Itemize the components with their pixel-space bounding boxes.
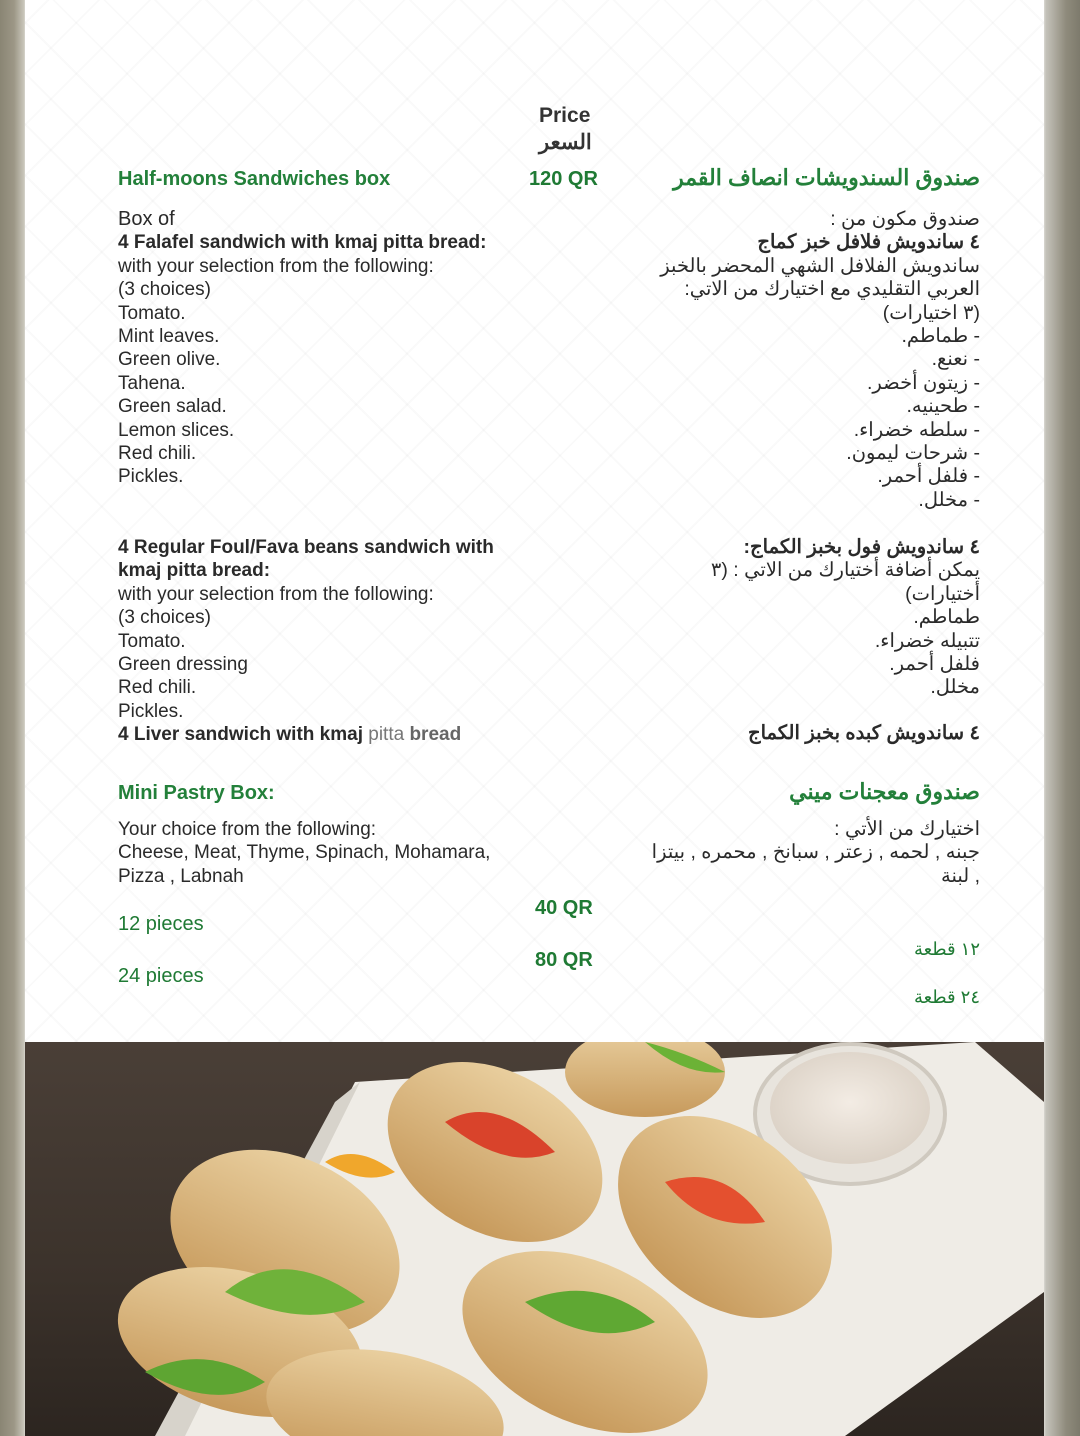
falafel-item-en: Tahena. <box>118 372 186 394</box>
box-of-label: Box of <box>118 208 175 230</box>
foul-item-ar: طماطم. <box>913 606 980 629</box>
box-of-label-ar: صندوق مكون من : <box>830 208 980 230</box>
pastry-option-price: 40 QR <box>535 897 593 919</box>
foul-title-en: 4 Regular Foul/Fava beans sandwich with <box>118 537 494 558</box>
liver-title-en <box>118 723 494 746</box>
falafel-item-ar: - زيتون أخضر. <box>866 371 980 394</box>
sandwich-box-title-en: Half-moons Sandwiches box <box>118 168 391 190</box>
pastry-box-title-ar: صندوق معجنات ميني <box>789 779 980 804</box>
falafel-choices-ar: (٣ اختيارات) <box>882 301 980 324</box>
sandwich-box-price: 120 QR <box>529 168 598 190</box>
foul-description-en <box>118 536 494 747</box>
pastry-option-label-en: 24 pieces <box>118 965 204 987</box>
foul-desc-ar: أختيارات) <box>905 582 980 605</box>
falafel-item-ar: - فلفل أحمر. <box>877 465 980 488</box>
liver-title-part: bread <box>404 724 462 746</box>
falafel-item-en: Pickles. <box>118 466 184 488</box>
pastry-option-label-ar: ١٢ قطعة <box>913 939 980 959</box>
liver-title-ar: ٤ ساندويش كبده بخبز الكماج <box>747 722 980 744</box>
falafel-desc-ar: ساندويش الفلافل الشهي المحضر بالخبز <box>660 254 980 277</box>
foul-item-en: Tomato. <box>118 630 186 652</box>
falafel-item-en: Green salad. <box>118 396 227 418</box>
falafel-description-en <box>118 208 486 489</box>
pastry-desc-en: Pizza , Labnah <box>118 865 244 887</box>
falafel-desc-ar: العربي التقليدي مع اختيارك من الاتي: <box>684 278 980 301</box>
pastry-desc-en: Your choice from the following: <box>118 819 377 840</box>
foul-item-en: Green dressing <box>118 654 248 676</box>
foul-title-ar: ٤ ساندويش فول بخبز الكماج: <box>743 536 980 558</box>
falafel-item-ar: - شرحات ليمون. <box>846 442 980 465</box>
falafel-title-ar: ٤ ساندويش فلافل خبز كماج <box>757 231 980 254</box>
falafel-item-en: Red chili. <box>118 443 197 465</box>
liver-title-part: pitta <box>368 724 405 746</box>
foul-desc-en: with your selection from the following: <box>118 583 434 605</box>
sandwich-box-title-ar: صندوق السندويشات انصاف القمر <box>673 165 980 190</box>
foul-description-ar <box>711 536 980 700</box>
pastry-desc-ar: جبنه , لحمه , زعتر , سبانخ , محمره , بيتزا <box>651 841 980 864</box>
pastry-option-price: 80 QR <box>535 949 593 971</box>
falafel-item-en: Tomato. <box>118 302 186 324</box>
pastry-desc-en: Cheese, Meat, Thyme, Spinach, Mohamara, <box>118 842 491 864</box>
foul-item-ar: تتبيله خضراء. <box>874 629 980 652</box>
pastry-description-en <box>118 818 490 888</box>
falafel-choices-en: (3 choices) <box>118 279 211 301</box>
falafel-item-ar: - سلطه خضراء. <box>853 418 980 441</box>
sandwich-box-photo <box>25 1042 1044 1436</box>
falafel-item-en: Lemon slices. <box>118 419 235 441</box>
falafel-item-en: Mint leaves. <box>118 326 220 348</box>
falafel-item-ar: - طماطم. <box>901 325 980 348</box>
foul-choices-en: (3 choices) <box>118 607 211 629</box>
pastry-desc-ar: , لبنة <box>941 864 980 887</box>
falafel-title-en: 4 Falafel sandwich with kmaj pitta bread: <box>118 232 487 254</box>
menu-page <box>25 0 1044 1042</box>
foul-item-ar: مخلل. <box>930 676 980 699</box>
falafel-description-ar <box>660 208 980 512</box>
price-header-ar: السعر <box>539 131 592 154</box>
foul-item-en: Red chili. <box>118 677 197 699</box>
pastry-description-ar <box>652 818 980 888</box>
foul-desc-ar: يمكن أضافة أختيارك من الاتي : (٣ <box>710 559 980 582</box>
foul-title-en-2: kmaj pitta bread: <box>118 560 271 582</box>
falafel-desc-en: with your selection from the following: <box>118 255 434 277</box>
pastry-option-label-en: 12 pieces <box>118 913 204 935</box>
falafel-item-en: Green olive. <box>118 349 221 371</box>
price-header-en: Price <box>539 104 591 127</box>
pastry-option-label-ar: ٢٤ قطعة <box>913 987 980 1007</box>
foul-item-en: Pickles. <box>118 700 184 722</box>
falafel-item-ar: - نعنع. <box>931 348 980 371</box>
foul-item-ar: فلفل أحمر. <box>889 653 980 676</box>
falafel-item-ar: - مخلل. <box>918 488 980 511</box>
sandwiches-illustration <box>25 1042 1044 1436</box>
pastry-desc-ar: اختيارك من الأتي : <box>834 818 980 840</box>
falafel-item-ar: - طحينيه. <box>906 395 980 418</box>
pastry-box-title-en: Mini Pastry Box: <box>118 782 275 804</box>
liver-title-part: 4 Liver sandwich with kmaj <box>118 724 369 746</box>
